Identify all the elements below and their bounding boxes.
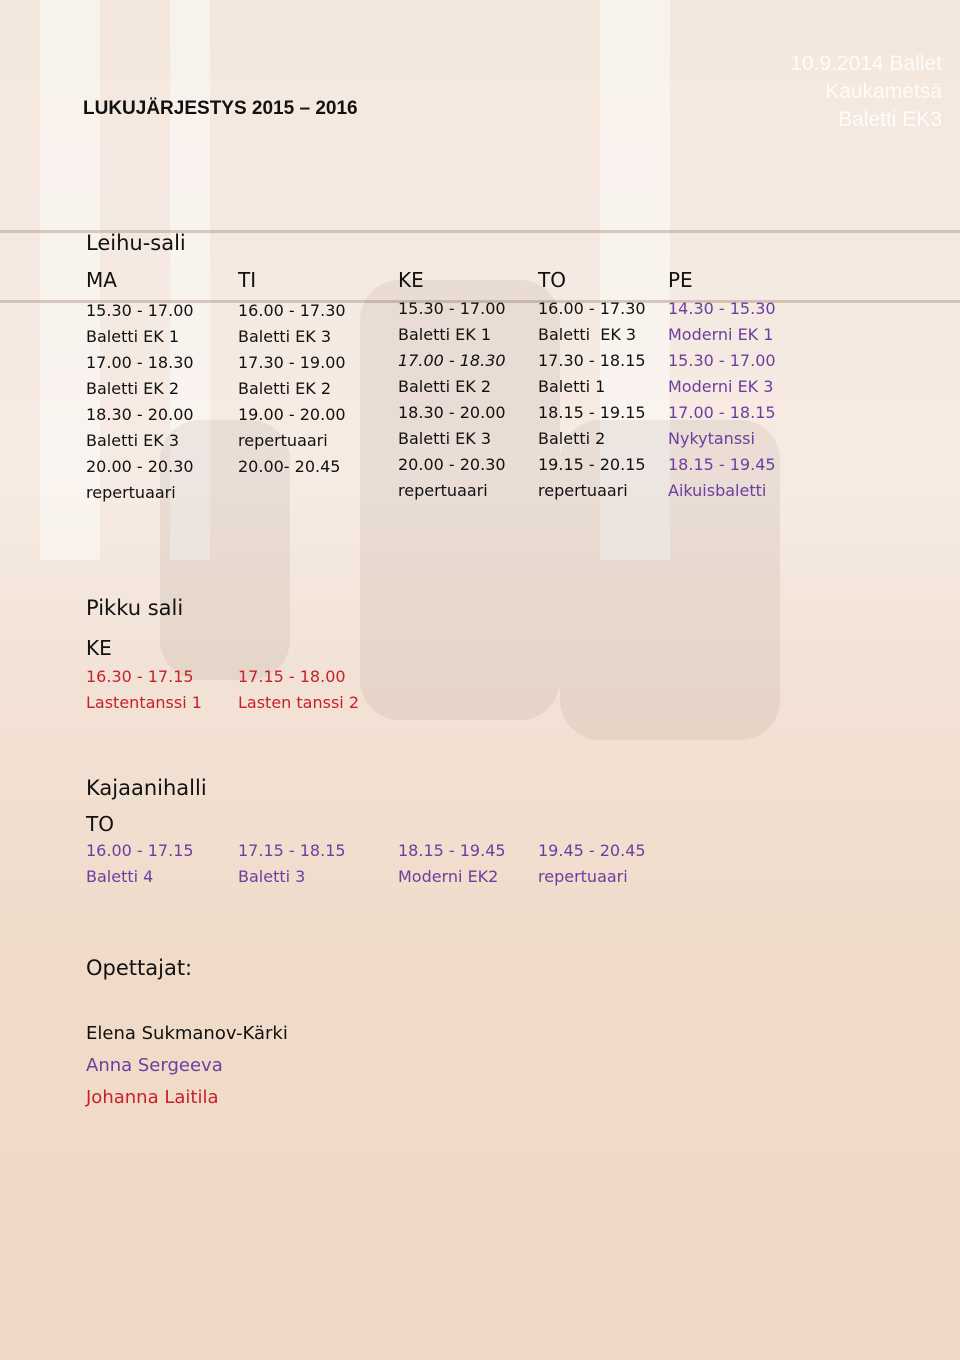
slot-class: Lastentanssi 1	[86, 693, 202, 712]
slot-class: Nykytanssi	[668, 429, 755, 448]
slot-time: 17.30 - 19.00	[238, 353, 346, 372]
day-label: TO	[538, 268, 566, 292]
slot-class: Aikuisbaletti	[668, 481, 767, 500]
slot-time: 17.15 - 18.15	[238, 841, 346, 860]
slot-time: 14.30 - 15.30	[668, 299, 776, 318]
slot-time: 16.00 - 17.30	[538, 299, 646, 318]
slot-class: Moderni EK 3	[668, 377, 774, 396]
slot-class: Moderni EK 1	[668, 325, 774, 344]
kajaani-slot	[238, 838, 346, 890]
pikku-day: KE	[86, 636, 112, 660]
column-ma	[86, 268, 194, 506]
day-label: PE	[668, 268, 693, 292]
slot-time: 15.30 - 17.00	[668, 351, 776, 370]
slot-class: Baletti EK 2	[238, 379, 332, 398]
slot-time: 16.30 - 17.15	[86, 667, 194, 686]
teacher-name: Johanna Laitila	[86, 1087, 219, 1108]
column-ke	[398, 268, 506, 504]
slot-time: 19.45 - 20.45	[538, 841, 646, 860]
slot-class: Baletti EK 3	[398, 429, 492, 448]
slot-time: 20.00 - 20.30	[86, 457, 194, 476]
day-label: MA	[86, 268, 117, 292]
slot-time: 17.00 - 18.30	[86, 353, 194, 372]
day-label: KE	[398, 268, 424, 292]
watermark-line-1: 10.9.2014 Ballet Kaukametsä	[790, 52, 942, 103]
slot-class: repertuaari	[538, 481, 628, 500]
slot-class: repertuaari	[538, 867, 628, 886]
leihu-heading: Leihu-sali	[86, 231, 186, 255]
slot-time: 19.00 - 20.00	[238, 405, 346, 424]
teachers-list	[86, 1018, 288, 1114]
slot-class: repertuaari	[86, 483, 176, 502]
slot-time: 16.00 - 17.15	[86, 841, 194, 860]
kajaani-day: TO	[86, 812, 114, 836]
slot-time: 18.30 - 20.00	[86, 405, 194, 424]
day-label: TI	[238, 268, 257, 292]
slot-class: Baletti EK 2	[86, 379, 180, 398]
slot-time: 19.15 - 20.15	[538, 455, 646, 474]
slot-time: 18.15 - 19.45	[398, 841, 506, 860]
column-pe	[668, 268, 776, 504]
page-title: LUKUJÄRJESTYS 2015 – 2016	[83, 98, 358, 119]
slot-class: Baletti 3	[238, 867, 306, 886]
slot-class: repertuaari	[398, 481, 488, 500]
slot-time: 18.30 - 20.00	[398, 403, 506, 422]
slot-class: Baletti EK 1	[86, 327, 180, 346]
slot-class: Baletti EK 3	[86, 431, 180, 450]
slot-class: Baletti 2	[538, 429, 606, 448]
kajaani-slot	[86, 838, 194, 890]
slot-class: Baletti EK 1	[398, 325, 492, 344]
pikku-heading: Pikku sali	[86, 596, 184, 620]
column-ti	[238, 268, 346, 480]
pikku-slot	[86, 664, 202, 716]
slot-time: 17.15 - 18.00	[238, 667, 346, 686]
column-to	[538, 268, 646, 504]
slot-time: 20.00 - 20.30	[398, 455, 506, 474]
slot-time: 18.15 - 19.15	[538, 403, 646, 422]
slot-class: Baletti EK 3	[238, 327, 332, 346]
teachers-heading: Opettajat:	[86, 956, 193, 980]
photo-watermark	[722, 50, 942, 134]
slot-time: 15.30 - 17.00	[398, 299, 506, 318]
slot-class: repertuaari	[238, 431, 328, 450]
kajaani-slot	[398, 838, 506, 890]
slot-time: 17.00 - 18.15	[668, 403, 776, 422]
pikku-slot	[238, 664, 359, 716]
slot-class: Baletti 1	[538, 377, 606, 396]
teacher-name: Anna Sergeeva	[86, 1055, 223, 1076]
kajaani-heading: Kajaanihalli	[86, 776, 207, 800]
slot-class: Baletti EK 2	[398, 377, 492, 396]
slot-time: 17.30 - 18.15	[538, 351, 646, 370]
slot-time: 15.30 - 17.00	[86, 301, 194, 320]
slot-class: Moderni EK2	[398, 867, 499, 886]
slot-time: 20.00- 20.45	[238, 457, 341, 476]
teacher-name: Elena Sukmanov-Kärki	[86, 1023, 288, 1044]
slot-class: Baletti 4	[86, 867, 154, 886]
slot-class: Baletti EK 3	[538, 325, 637, 344]
slot-time: 16.00 - 17.30	[238, 301, 346, 320]
slot-time: 17.00 - 18.30	[398, 351, 506, 370]
slot-time: 18.15 - 19.45	[668, 455, 776, 474]
kajaani-slot	[538, 838, 646, 890]
slot-class: Lasten tanssi 2	[238, 693, 359, 712]
watermark-line-2: Baletti EK3	[838, 108, 942, 131]
